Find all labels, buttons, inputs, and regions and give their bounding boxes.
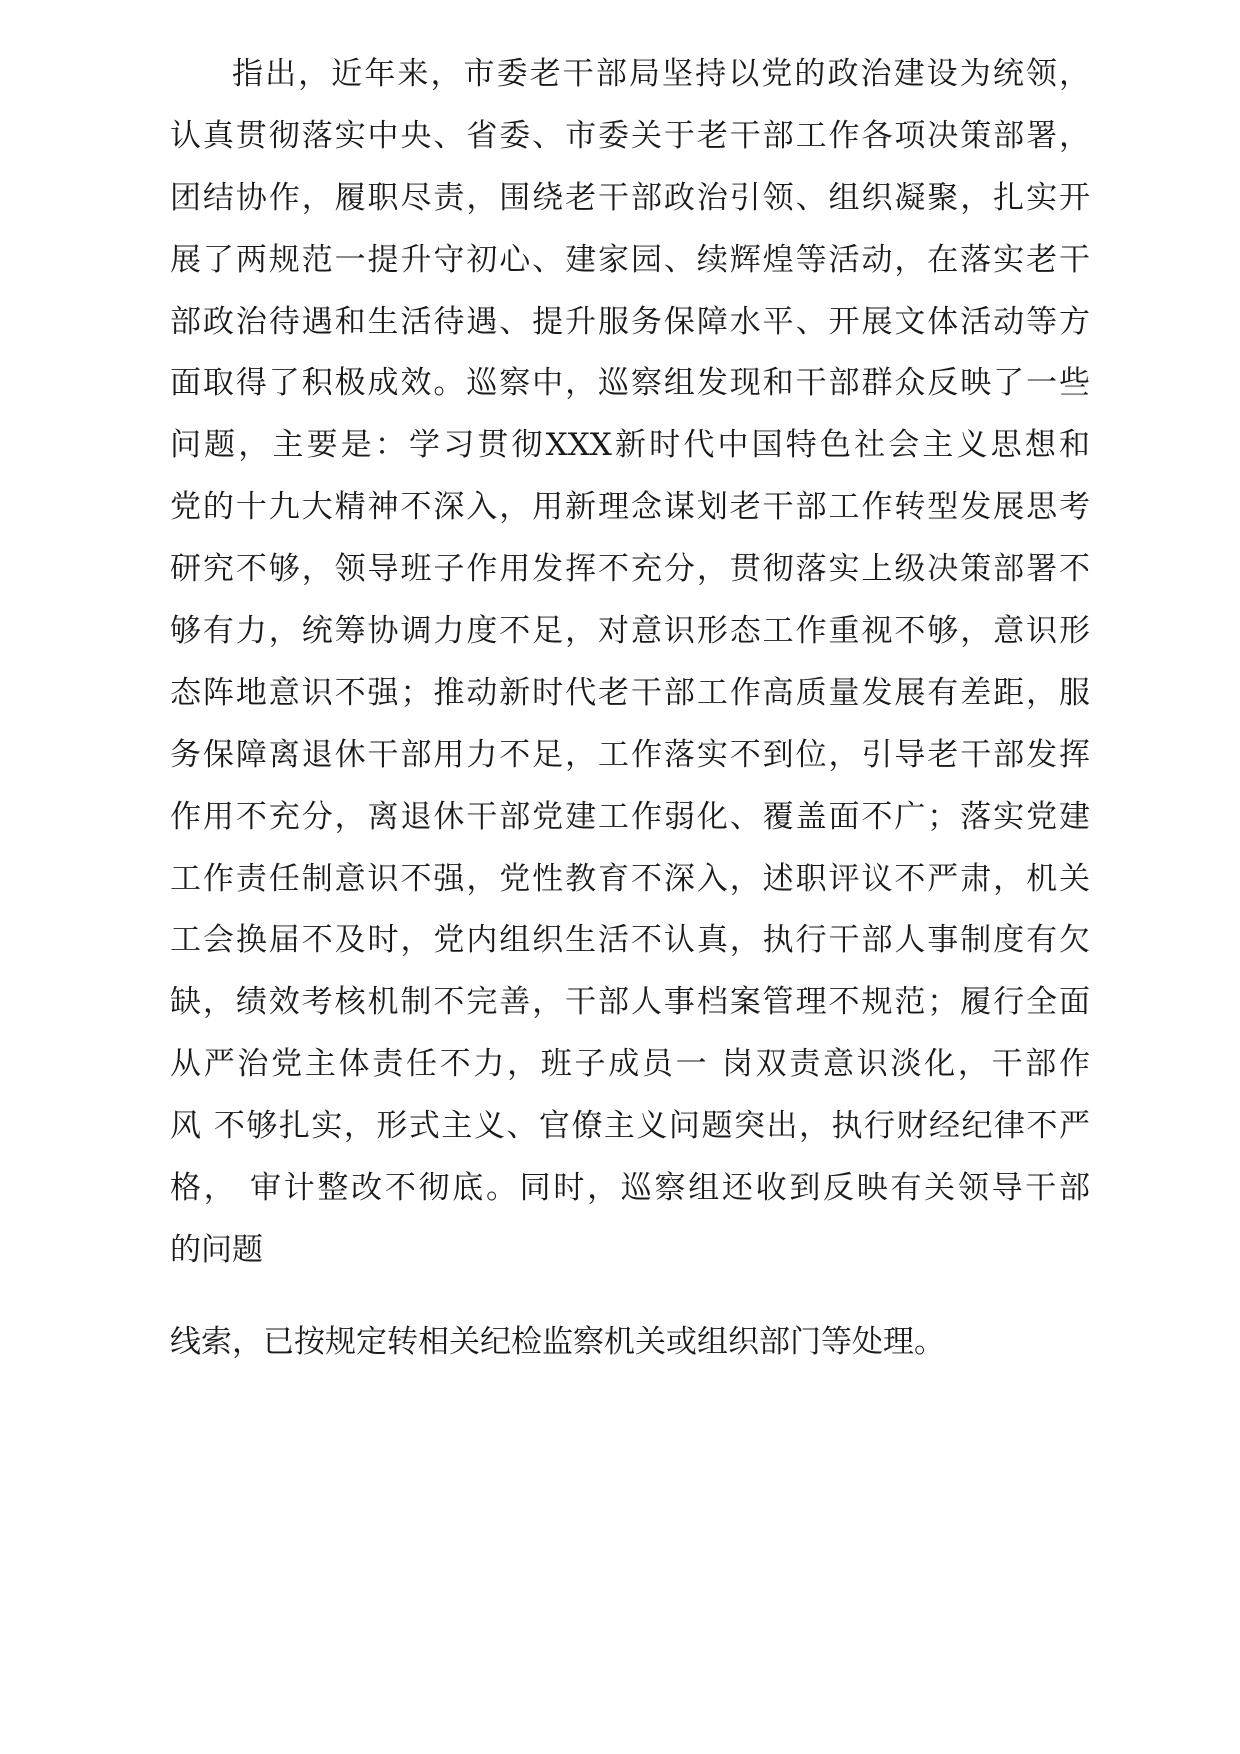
paragraph-line-15: 工会换届不及时，党内组织生活不认真，执行干部人事制度有欠 [170,922,1090,959]
paragraph-line-14: 工作责任制意识不强，党性教育不深入，述职评议不严肃，机关 [170,860,1090,897]
paragraph-line-11: 态阵地意识不强；推动新时代老干部工作高质量发展有差距，服 [170,674,1090,711]
paragraph-line-13: 作用不充分，离退休干部党建工作弱化、覆盖面不广；落实党建 [170,798,1090,835]
paragraph-line-8: 党的十九大精神不深入，用新理念谋划老干部工作转型发展思考 [170,489,1090,526]
paragraph-line-1: 指出，近年来，市委老干部局坚持以党的政治建设为统领， [232,56,1090,92]
paragraph-line-19: 格， 审计整改不彻底。同时，巡察组还收到反映有关领导干部 [170,1170,1090,1207]
paragraph-line-10: 够有力，统筹协调力度不足，对意识形态工作重视不够，意识形 [170,613,1090,650]
paragraph-gap [170,1282,1090,1312]
paragraph-line-5: 部政治待遇和生活待遇、提升服务保障水平、开展文体活动等方 [170,303,1090,340]
paragraph-line-20: 的问题 [170,1231,263,1268]
paragraph-line-3: 团结协作，履职尽责，围绕老干部政治引领、组织凝聚，扎实开 [170,179,1090,216]
paragraph-line-2: 认真贯彻落实中央、省委、市委关于老干部工作各项决策部署， [170,117,1090,154]
paragraph-line-6: 面取得了积极成效。巡察中，巡察组发现和干部群众反映了一些 [170,365,1090,402]
paragraph-line-12: 务保障离退休干部用力不足，工作落实不到位，引导老干部发挥 [170,736,1090,773]
closing-line: 线索，已按规定转相关纪检监察机关或组织部门等处理。 [170,1323,945,1360]
paragraph-line-4: 展了两规范一提升守初心、建家园、续辉煌等活动，在落实老干 [170,241,1090,278]
paragraph-line-7: 问题，主要是：学习贯彻XXX新时代中国特色社会主义思想和 [170,427,1090,464]
paragraph-line-18: 风 不够扎实，形式主义、官僚主义问题突出，执行财经纪律不严 [170,1108,1090,1145]
paragraph-line-16: 缺，绩效考核机制不完善，干部人事档案管理不规范；履行全面 [170,984,1090,1021]
paragraph-line-17: 从严治党主体责任不力，班子成员一 岗双责意识淡化，干部作 [170,1046,1090,1083]
paragraph-line-9: 研究不够，领导班子作用发挥不充分，贯彻落实上级决策部署不 [170,551,1090,588]
body-text [170,44,1090,1374]
